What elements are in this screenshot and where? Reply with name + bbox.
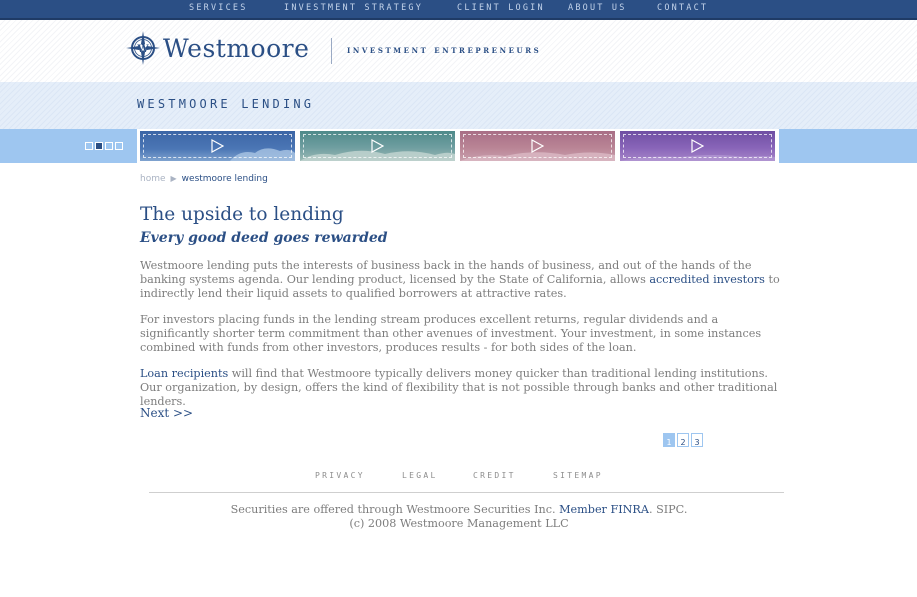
nav-client-login[interactable]: CLIENT LOGIN: [457, 3, 545, 13]
paragraph-text: will find that Westmoore typically delivers money quicker than traditional lending institutions. Our organization, by design, offers the kind of flexibility that is not possible through banks and other traditional lenders.: [140, 367, 778, 408]
slider-dot[interactable]: [85, 142, 93, 150]
slide-4[interactable]: [620, 131, 775, 161]
nav-contact[interactable]: CONTACT: [657, 3, 709, 13]
brand-tagline: investment entrepreneurs: [347, 45, 542, 56]
brand-name[interactable]: Westmoore: [163, 34, 310, 63]
compass-logo-icon[interactable]: [126, 31, 160, 65]
breadcrumb-arrow-icon: ▶: [170, 174, 177, 183]
play-icon: [530, 139, 544, 153]
footer-credit-link[interactable]: CREDIT: [473, 471, 516, 480]
paragraph-text: Westmoore lending puts the interests of business back in the hands of business, and out of the hands of the banking systems agenda. Our lending product, licensed by the State of California, allows: [140, 259, 752, 286]
footer-sitemap-link[interactable]: SITEMAP: [553, 471, 603, 480]
page-subtitle: Every good deed goes rewarded: [140, 230, 388, 246]
play-icon: [370, 139, 384, 153]
nav-investment-strategy[interactable]: INVESTMENT STRATEGY: [284, 3, 424, 13]
loan-recipients-link[interactable]: Loan recipients: [140, 367, 229, 380]
next-link[interactable]: Next >>: [140, 406, 194, 420]
nav-about-us[interactable]: ABOUT US: [568, 3, 627, 13]
footer-copyright: (c) 2008 Westmoore Management LLC: [349, 517, 569, 530]
play-icon: [690, 139, 704, 153]
page-2-button[interactable]: 2: [677, 433, 689, 447]
footer-legal-text: [149, 503, 769, 531]
investors-paragraph: For investors placing funds in the lending stream produces excellent returns, regular dividends and a significantly shorter term commitment than other avenues of investment. Your investment, in some instances combined with funds from other investors, produces results - for both sides of the loan.: [140, 313, 762, 354]
slide-1[interactable]: [140, 131, 295, 161]
breadcrumb-current: westmoore lending: [181, 174, 268, 184]
footer-divider: [149, 492, 784, 493]
footer-text-span: Securities are offered through Westmoore Securities Inc.: [230, 503, 560, 516]
footer-line-1: [149, 503, 769, 517]
recipients-paragraph: [140, 367, 780, 409]
top-nav: [0, 0, 917, 20]
nav-services[interactable]: SERVICES: [189, 3, 248, 13]
page-1-button[interactable]: 1: [663, 433, 675, 447]
member-finra-link[interactable]: Member FINRA: [559, 503, 649, 516]
slide-2[interactable]: [300, 131, 455, 161]
intro-paragraph: [140, 259, 780, 301]
logo-divider: [331, 38, 332, 64]
breadcrumb: [140, 174, 268, 184]
svg-text:W: W: [137, 44, 149, 55]
page-3-button[interactable]: 3: [691, 433, 703, 447]
slider-dots: [85, 142, 123, 150]
slide-3[interactable]: [460, 131, 615, 161]
paragraph-text: to indirectly lend their liquid assets to qualified borrowers at attractive rates.: [140, 273, 780, 300]
accredited-investors-link[interactable]: accredited investors: [649, 273, 765, 286]
footer-legal-link[interactable]: LEGAL: [402, 471, 438, 480]
slider-dot[interactable]: [115, 142, 123, 150]
page-title: The upside to lending: [140, 204, 344, 225]
play-icon: [210, 139, 224, 153]
slider-dot[interactable]: [105, 142, 113, 150]
section-title: WESTMOORE LENDING: [137, 97, 315, 111]
breadcrumb-home[interactable]: home: [140, 174, 166, 184]
pager: [663, 433, 703, 447]
slider-dot-active[interactable]: [95, 142, 103, 150]
footer-privacy-link[interactable]: PRIVACY: [315, 471, 365, 480]
footer-text-span: . SIPC.: [648, 503, 688, 516]
